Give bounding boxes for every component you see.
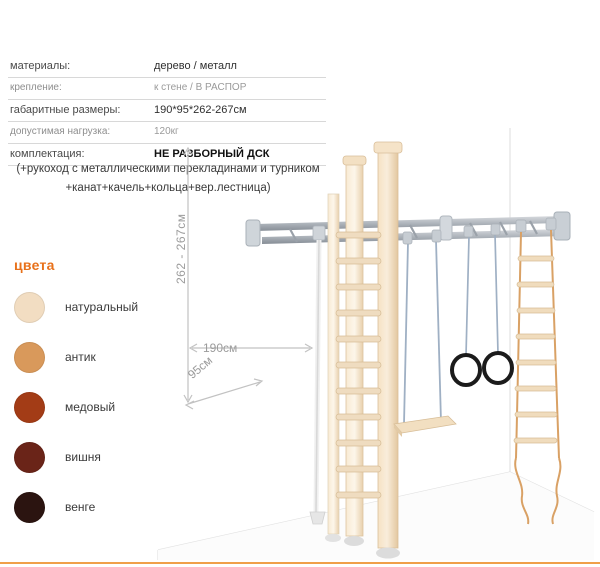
color-swatch-honey	[14, 392, 45, 423]
color-label-cherry: вишня	[65, 450, 101, 464]
color-label-honey: медовый	[65, 400, 116, 414]
dimension-label-width: 190см	[203, 341, 238, 355]
spec-value-materials: дерево / металл	[152, 56, 326, 78]
table-row	[8, 78, 326, 100]
color-label-natural: натуральный	[65, 300, 139, 314]
spec-label-materials: материалы:	[8, 56, 152, 78]
floor-surface	[158, 472, 594, 560]
swing	[394, 230, 456, 437]
spec-value-dimensions: 190*95*262-267см	[152, 100, 326, 122]
gym-rings	[452, 224, 512, 385]
spec-label-kit: комплектация:	[8, 144, 152, 166]
wall-bars-frame	[325, 142, 402, 559]
color-label-wenge: венге	[65, 500, 96, 514]
product-illustration	[150, 120, 600, 560]
colors-heading: цвета	[14, 257, 55, 273]
color-swatch-wenge	[14, 492, 45, 523]
dimension-label-height: 262 - 267см	[174, 213, 188, 284]
kit-note-line-1: (+рукоход с металлическими перекладинами и турником	[16, 163, 320, 175]
spec-value-load: 120кг	[152, 122, 326, 144]
color-label-antique: антик	[65, 350, 96, 364]
spec-label-mounting: крепление:	[8, 78, 152, 100]
table-row	[8, 100, 326, 122]
gym-complex-drawing	[150, 120, 600, 560]
spec-label-load: допустимая нагрузка:	[8, 122, 152, 144]
spec-label-dimensions: габаритные размеры:	[8, 100, 152, 122]
footer-accent-rule	[0, 562, 600, 564]
left-post	[343, 156, 366, 546]
color-swatch-cherry	[14, 442, 45, 473]
color-swatch-natural	[14, 292, 45, 323]
table-row	[8, 56, 326, 78]
kit-note-line-2: +канат+качель+кольца+вер.лестница)	[65, 182, 271, 194]
spec-value-kit-text: НЕ РАЗБОРНЫЙ ДСК	[154, 148, 270, 160]
spec-value-mounting: к стене / В РАСПОР	[152, 78, 326, 100]
climbing-rope	[310, 226, 325, 524]
dimension-label-depth: 95см	[185, 353, 216, 382]
color-swatch-antique	[14, 342, 45, 373]
